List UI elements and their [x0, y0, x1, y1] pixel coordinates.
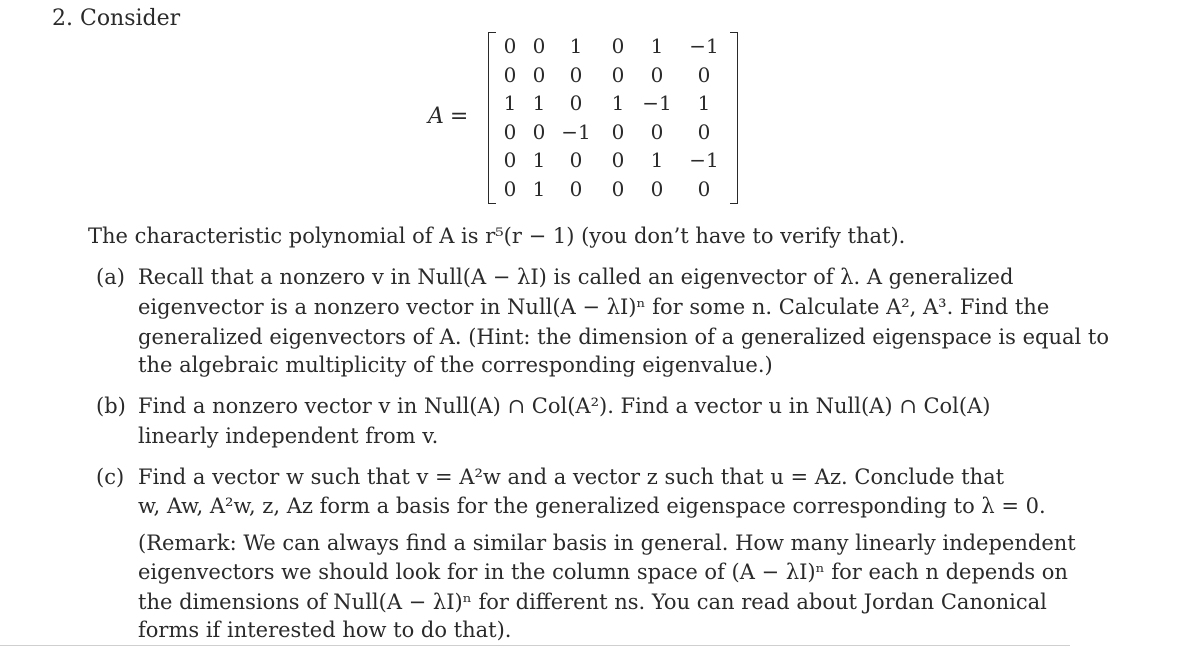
matrix-cell: 0 — [569, 62, 583, 87]
matrix-cell: 0 — [569, 91, 583, 115]
matrix-cell: 1 — [503, 91, 517, 115]
matrix-cell: 1 — [697, 91, 711, 115]
right-bracket — [730, 32, 738, 204]
matrix-cell: 0 — [611, 119, 625, 144]
matrix-cell: −1 — [561, 119, 591, 144]
characteristic-polynomial: The characteristic polynomial of A is r⁵(r − 1) (you don’t have to verify that). — [88, 224, 906, 248]
part-a-label: (a) — [96, 265, 125, 289]
part-b-label: (b) — [96, 394, 126, 418]
part-c-line: Find a vector w such that v = A²w and a vector z such that u = Az. Conclude that — [138, 465, 1005, 489]
matrix-cell: −1 — [642, 91, 672, 115]
part-c-line: eigenvectors we should look for in the column space of (A − λI)ⁿ for each n depends on — [138, 560, 1068, 584]
part-b-line: Find a nonzero vector v in Null(A) ∩ Col(A²). Find a vector u in Null(A) ∩ Col(A) — [138, 394, 991, 418]
part-c-line: forms if interested how to do that). — [138, 618, 512, 642]
part-c-line: (Remark: We can always find a similar basis in general. How many linearly independent — [138, 531, 1076, 555]
matrix-cell: 0 — [650, 119, 664, 144]
matrix-cell: 0 — [532, 62, 546, 87]
matrix-cell: 0 — [569, 148, 583, 172]
bottom-divider — [0, 645, 1070, 646]
matrix-cell: 1 — [532, 91, 546, 115]
matrix-cell: 1 — [532, 176, 546, 201]
matrix-cell: 0 — [697, 176, 711, 201]
question-title: 2. Consider — [52, 6, 181, 31]
matrix-cell: 0 — [532, 34, 546, 58]
matrix-cell: 1 — [532, 148, 546, 172]
part-a-line: generalized eigenvectors of A. (Hint: the dimension of a generalized eigenspace is equal to — [138, 325, 1109, 349]
part-c-label: (c) — [96, 465, 125, 489]
matrix-cell: −1 — [689, 148, 719, 172]
matrix-cell: 1 — [650, 34, 664, 58]
part-a-line: the algebraic multiplicity of the corresponding eigenvalue.) — [138, 353, 773, 377]
matrix-cell: 0 — [503, 34, 517, 58]
part-b-line: linearly independent from v. — [138, 424, 439, 448]
matrix-cell: 0 — [503, 119, 517, 144]
matrix-lhs — [428, 104, 468, 129]
matrix-a — [488, 32, 738, 204]
part-c-line: the dimensions of Null(A − λI)ⁿ for different ns. You can read about Jordan Canonical — [138, 590, 1047, 614]
matrix-cell: 0 — [503, 176, 517, 201]
matrix-cell: 0 — [611, 176, 625, 201]
matrix-cell: 0 — [697, 62, 711, 87]
matrix-cell: 0 — [611, 34, 625, 58]
matrix-cell: 0 — [650, 62, 664, 87]
matrix-cell: 0 — [611, 148, 625, 172]
matrix-cell: 0 — [503, 148, 517, 172]
matrix-name: A — [428, 104, 444, 129]
matrix-cell: −1 — [689, 34, 719, 58]
part-a-line: Recall that a nonzero v in Null(A − λI) is called an eigenvector of λ. A generalized — [138, 265, 1014, 289]
matrix-cell: 1 — [650, 148, 664, 172]
matrix-cell: 0 — [503, 62, 517, 87]
part-c-line: w, Aw, A²w, z, Az form a basis for the generalized eigenspace corresponding to λ = 0. — [138, 494, 1046, 518]
matrix-cell: 0 — [650, 176, 664, 201]
matrix-cell: 0 — [611, 62, 625, 87]
matrix-cell: 0 — [532, 119, 546, 144]
matrix-cell: 0 — [697, 119, 711, 144]
matrix-cell: 1 — [611, 91, 625, 115]
matrix-cell: 0 — [569, 176, 583, 201]
equals-sign: = — [449, 104, 469, 129]
matrix-cell: 1 — [569, 34, 583, 58]
part-a-line: eigenvector is a nonzero vector in Null(A − λI)ⁿ for some n. Calculate A², A³. Find the — [138, 295, 1050, 319]
